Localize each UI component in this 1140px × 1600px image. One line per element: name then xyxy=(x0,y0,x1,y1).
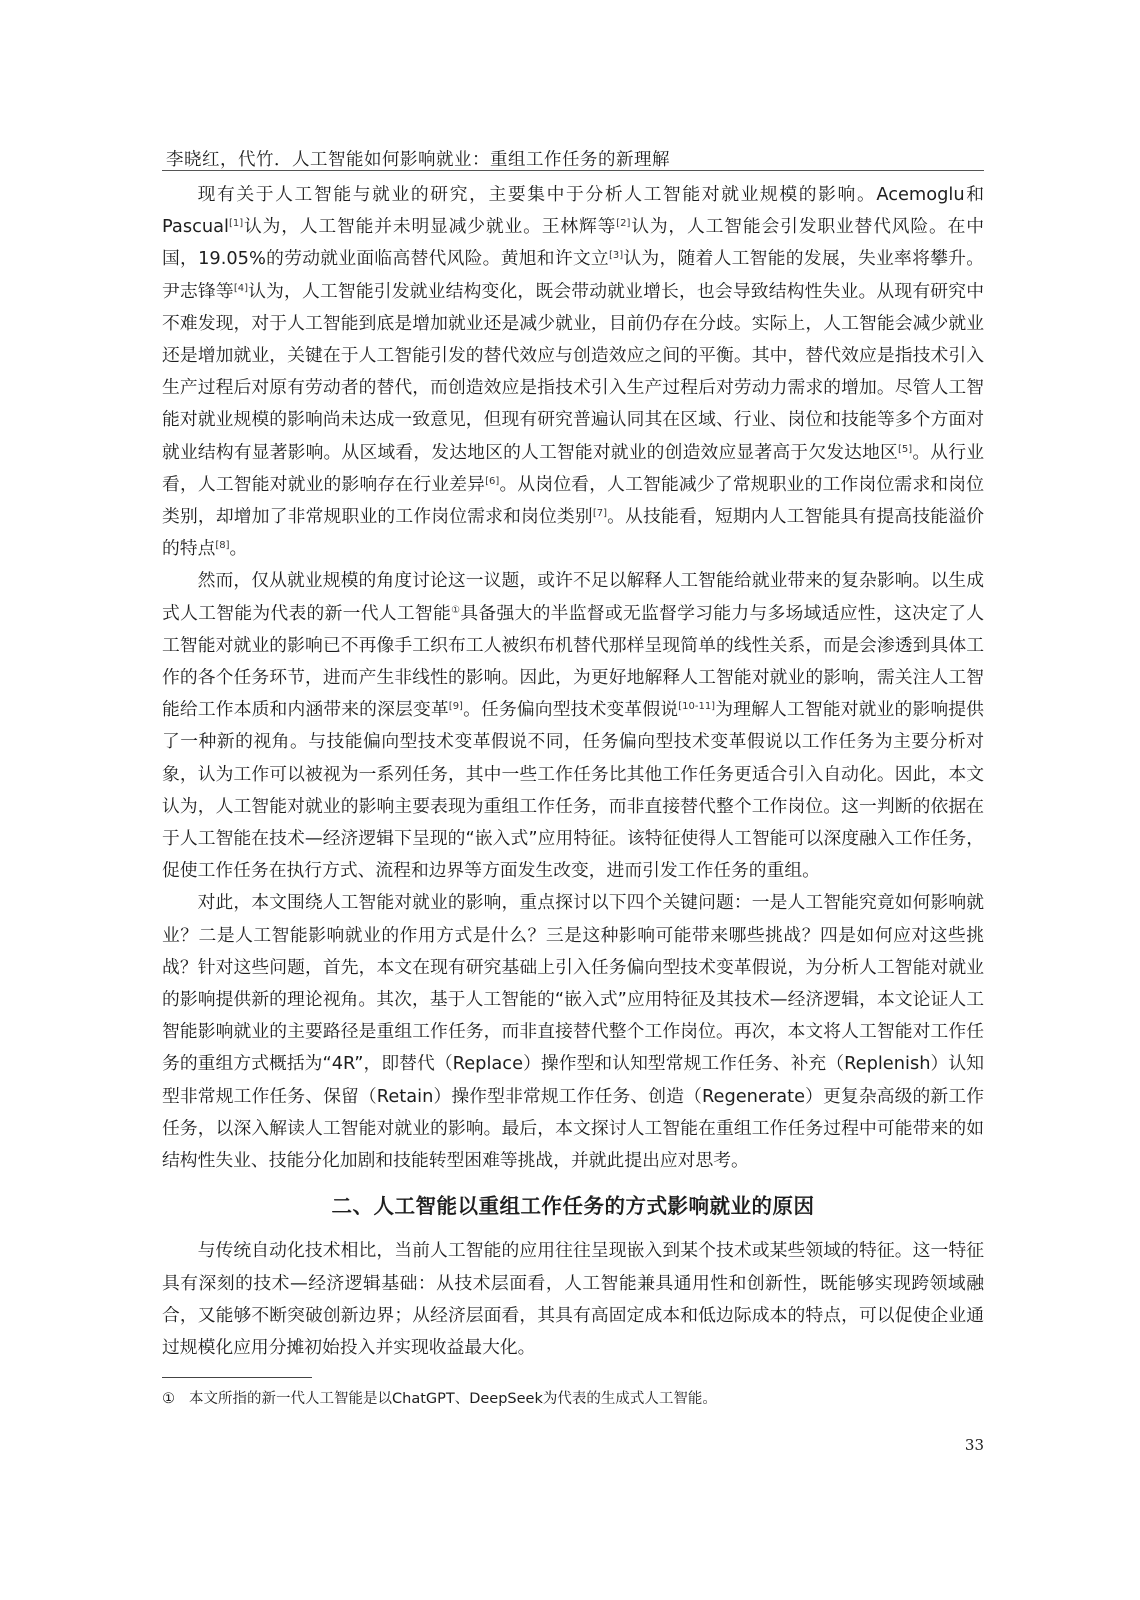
paragraph-text: 。从行业看，人工智能对就业的影响存在行业差异 xyxy=(162,441,984,495)
citation: [8] xyxy=(215,540,230,552)
header-rule xyxy=(162,170,984,171)
citation: [3] xyxy=(608,250,624,262)
paragraph-text: 为理解人工智能对就业的影响提供了一种新的视角。与技能偏向型技术变革假说不同，任务偏向型技术变革假说以工作任务为主要分析对象，认为工作可以被视为一系列任务，其中一些工作任务比其他工作任务更适合引入自动化。因此，本文认为，人工智能对就业的影响主要表现为重组工作任务，而非直接替代整个工作岗位。这一判断的依据在于人工智能在技术—经济逻辑下呈现的“嵌入式”应用特征。该特征使得人工智能可以深度融入工作任务，促使工作任务在执行方式、流程和边界等方面发生改变，进而引发工作任务的重组。 xyxy=(162,699,984,882)
paragraph-text: 。从技能看，短期内人工智能具有提高技能溢价的特点 xyxy=(162,506,984,560)
citation: [5] xyxy=(898,443,913,455)
paragraph-text: 认为，随着人工智能的发展，失业率将攀升。尹志锋等 xyxy=(162,248,984,302)
section-paragraph: 与传统自动化技术相比，当前人工智能的应用往往呈现嵌入到某个技术或某些领域的特征。这一特征具有深刻的技术—经济逻辑基础：从技术层面看，人工智能兼具通用性和创新性，既能够实现跨领域融合，又能够不断突破创新边界；从经济层面看，其具有高固定成本和低边际成本的特点，可以促使企业通过规模化应用分摊初始投入并实现收益最大化。 xyxy=(162,1240,984,1358)
paragraph-text: 。从岗位看，人工智能减少了常规职业的工作岗位需求和岗位类别，却增加了非常规职业的工作岗位需求和岗位类别 xyxy=(162,473,984,528)
citation: [9] xyxy=(448,701,463,713)
citation: [6] xyxy=(485,475,500,487)
paragraph-text: 认为，人工智能引发就业结构变化，既会带动就业增长，也会导致结构性失业。从现有研究中不难发现，对于人工智能到底是增加就业还是减少就业，目前仍存在分歧。实际上，人工智能会减少就业还是增加就业，关键在于人工智能引发的替代效应与创造效应之间的平衡。其中，替代效应是指技术引入生产过程后对原有劳动者的替代，而创造效应是指技术引入生产过程后对劳动力需求的增加。尽管人工智能对就业规模的影响尚未达成一致意见，但现有研究普遍认同其在区域、行业、岗位和技能等多个方面对就业结构有显著影响。从区域看，发达地区的人工智能对就业的创造效应显著高于欠发达地区 xyxy=(162,280,984,463)
paragraph-text: 。任务偏向型技术变革假说 xyxy=(462,699,679,721)
paragraph-text: 具备强大的半监督或无监督学习能力与多场域适应性，这决定了人工智能对就业的影响已不再像手工织布工人被织布机替代那样呈现简单的线性关系，而是会渗透到具体工作的各个任务环节，进而产生非线性的影响。因此，为更好地解释人工智能对就业的影响，需关注人工智能给工作本质和内涵带来的深层变革 xyxy=(162,602,984,721)
paragraph-2 xyxy=(162,565,984,887)
footnote-ref: ① xyxy=(451,604,461,616)
citation: [2] xyxy=(616,218,631,230)
footnote-mark: ① xyxy=(162,1391,175,1407)
paragraph-text: 然而，仅从就业规模的角度讨论这一议题，或许不足以解释人工智能给就业带来的复杂影响。以生成式人工智能为代表的新一代人工智能 xyxy=(162,570,984,624)
footnote xyxy=(162,1388,984,1410)
paragraph-text: 现有关于人工智能与就业的研究，主要集中于分析人工智能对就业规模的影响。Acemoglu和Pascual xyxy=(162,184,984,238)
page-number: 33 xyxy=(964,1436,984,1454)
paragraph-text: 认为，人工智能并未明显减少就业。王林辉等 xyxy=(243,216,617,238)
footnote-text: 本文所指的新一代人工智能是以ChatGPT、DeepSeek为代表的生成式人工智能。 xyxy=(189,1391,717,1407)
footnote-rule xyxy=(162,1377,312,1378)
paragraph-text: 对此，本文围绕人工智能对就业的影响，重点探讨以下四个关键问题：一是人工智能究竟如何影响就业？二是人工智能影响就业的作用方式是什么？三是这种影响可能带来哪些挑战？四是如何应对这些挑战？针对这些问题，首先，本文在现有研究基础上引入任务偏向型技术变革假说，为分析人工智能对就业的影响提供新的理论视角。其次，基于人工智能的“嵌入式”应用特征及其技术—经济逻辑，本文论证人工智能影响就业的主要路径是重组工作任务，而非直接替代整个工作岗位。再次，本文将人工智能对工作任务的重组方式概括为“4R”，即替代（Replace）操作型和认知型常规工作任务、补充（Replenish）认知型非常规工作任务、保留（Retain）操作型非常规工作任务、创造（Regenerate）更复杂高级的新工作任务，以深入解读人工智能对就业的影响。最后，本文探讨人工智能在重组工作任务过程中可能带来的如结构性失业、技能分化加剧和技能转型困难等挑战，并就此提出应对思考。 xyxy=(162,892,984,1172)
citation: [1] xyxy=(228,218,244,230)
section-heading: 二、人工智能以重组工作任务的方式影响就业的原因 xyxy=(331,1194,815,1219)
running-head: 李晓红，代竹．人工智能如何影响就业：重组工作任务的新理解 xyxy=(166,150,670,170)
citation: [4] xyxy=(233,282,248,294)
paragraph-1 xyxy=(162,179,984,565)
citation: [7] xyxy=(592,508,607,520)
citation: [10-11] xyxy=(678,701,716,713)
paragraph-text: 认为，人工智能会引发职业替代风险。在中国，19.05%的劳动就业面临高替代风险。黄旭和许文立 xyxy=(162,216,984,270)
paragraph-text: 。 xyxy=(229,538,248,560)
body-text xyxy=(162,179,984,1364)
paragraph-3 xyxy=(162,887,984,1177)
